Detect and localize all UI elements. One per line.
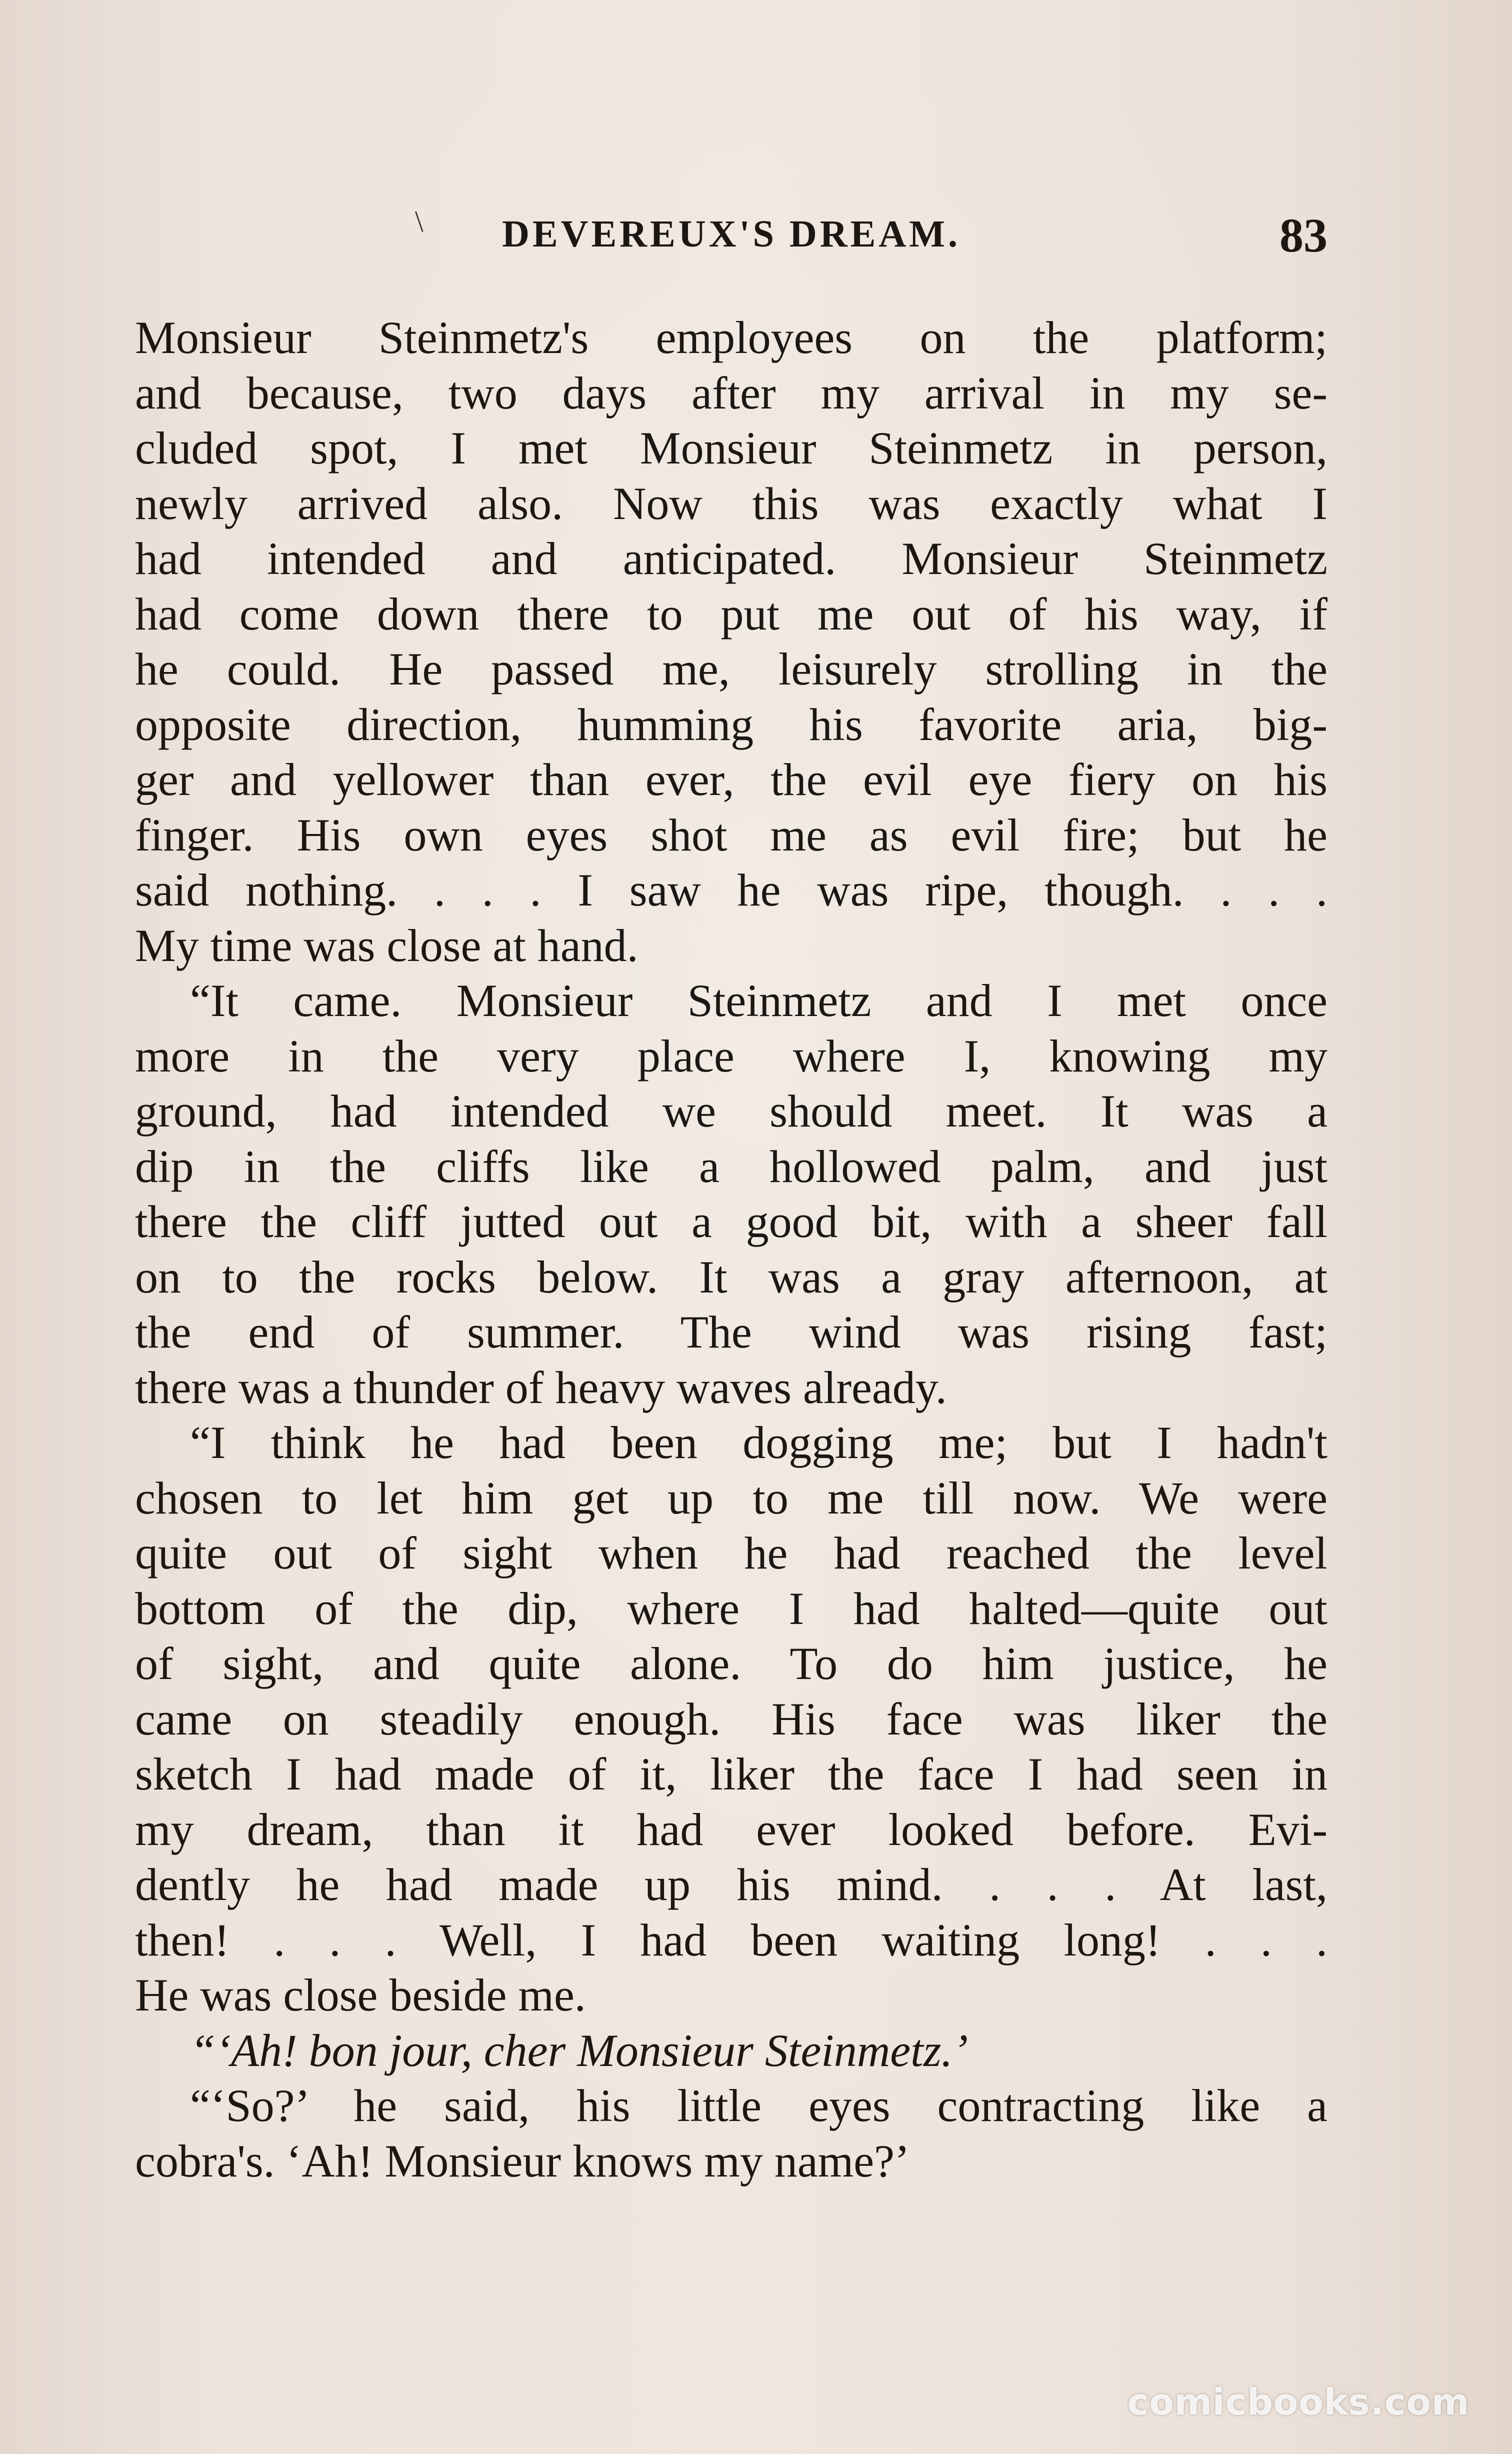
chapter-title: DEVEREUX'S DREAM. (502, 213, 960, 255)
text-line: the end of summer. The wind was rising fast; (135, 1306, 1328, 1358)
text-line: had come down there to put me out of his way, if (135, 588, 1328, 640)
text-line: newly arrived also. Now this was exactly what I (135, 478, 1328, 529)
paragraph-end-line: cobra's. ‘Ah! Monsieur knows my name?’ (135, 2135, 910, 2186)
text-line: cluded spot, I met Monsieur Steinmetz in person, (135, 422, 1328, 474)
text-line: my dream, than it had ever looked before. Evi- (135, 1804, 1328, 1855)
paragraph-start-line: “I think he had been dogging me; but I hadn't (190, 1417, 1328, 1468)
text-line: chosen to let him get up to me till now. We were (135, 1472, 1328, 1524)
text-line: bottom of the dip, where I had halted—quite out (135, 1582, 1328, 1634)
body-text (135, 310, 1328, 2188)
paragraph-end-line: there was a thunder of heavy waves already. (135, 1362, 947, 1413)
watermark: comicbooks.com (1127, 2381, 1470, 2423)
text-line: there the cliff jutted out a good bit, with a sheer fall (135, 1196, 1328, 1247)
text-line: had intended and anticipated. Monsieur Steinmetz (135, 533, 1328, 584)
text-line: said nothing. . . . I saw he was ripe, though. . . . (135, 864, 1328, 916)
paragraph-end-line: He was close beside me. (135, 1970, 586, 2020)
paragraph-start-line: “It came. Monsieur Steinmetz and I met once (190, 975, 1328, 1026)
page-number: 83 (1280, 208, 1328, 262)
text-line: on to the rocks below. It was a gray afternoon, at (135, 1251, 1328, 1302)
text-line: dently he had made up his mind. . . . At last, (135, 1859, 1328, 1910)
text-line: opposite direction, humming his favorite aria, big- (135, 698, 1328, 750)
text-line: and because, two days after my arrival in my se- (135, 367, 1328, 418)
text-line: came on steadily enough. His face was liker the (135, 1693, 1328, 1744)
paragraph-start-line: “‘So?’ he said, his little eyes contracting like a (190, 2080, 1328, 2131)
text-line: quite out of sight when he had reached the level (135, 1528, 1328, 1578)
paragraph-end-line: My time was close at hand. (135, 920, 638, 971)
text-line: sketch I had made of it, liker the face I had seen in (135, 1748, 1328, 1800)
dialogue-line: “‘Ah! bon jour, cher Monsieur Steinmetz.’ (190, 2024, 968, 2076)
printer-mark: \ (415, 205, 424, 238)
text-line: Monsieur Steinmetz's employees on the platform; (135, 312, 1328, 363)
text-line: finger. His own eyes shot me as evil fire; but he (135, 809, 1328, 860)
text-line: of sight, and quite alone. To do him justice, he (135, 1638, 1328, 1689)
text-line: ger and yellower than ever, the evil eye fiery on his (135, 754, 1328, 805)
text-line: then! . . . Well, I had been waiting long! . . . (135, 1914, 1328, 1966)
text-line: he could. He passed me, leisurely strolling in the (135, 644, 1328, 694)
text-line: dip in the cliffs like a hollowed palm, and just (135, 1140, 1328, 1192)
text-line: more in the very place where I, knowing my (135, 1030, 1328, 1082)
text-line: ground, had intended we should meet. It was a (135, 1086, 1328, 1136)
running-head (135, 205, 1328, 262)
